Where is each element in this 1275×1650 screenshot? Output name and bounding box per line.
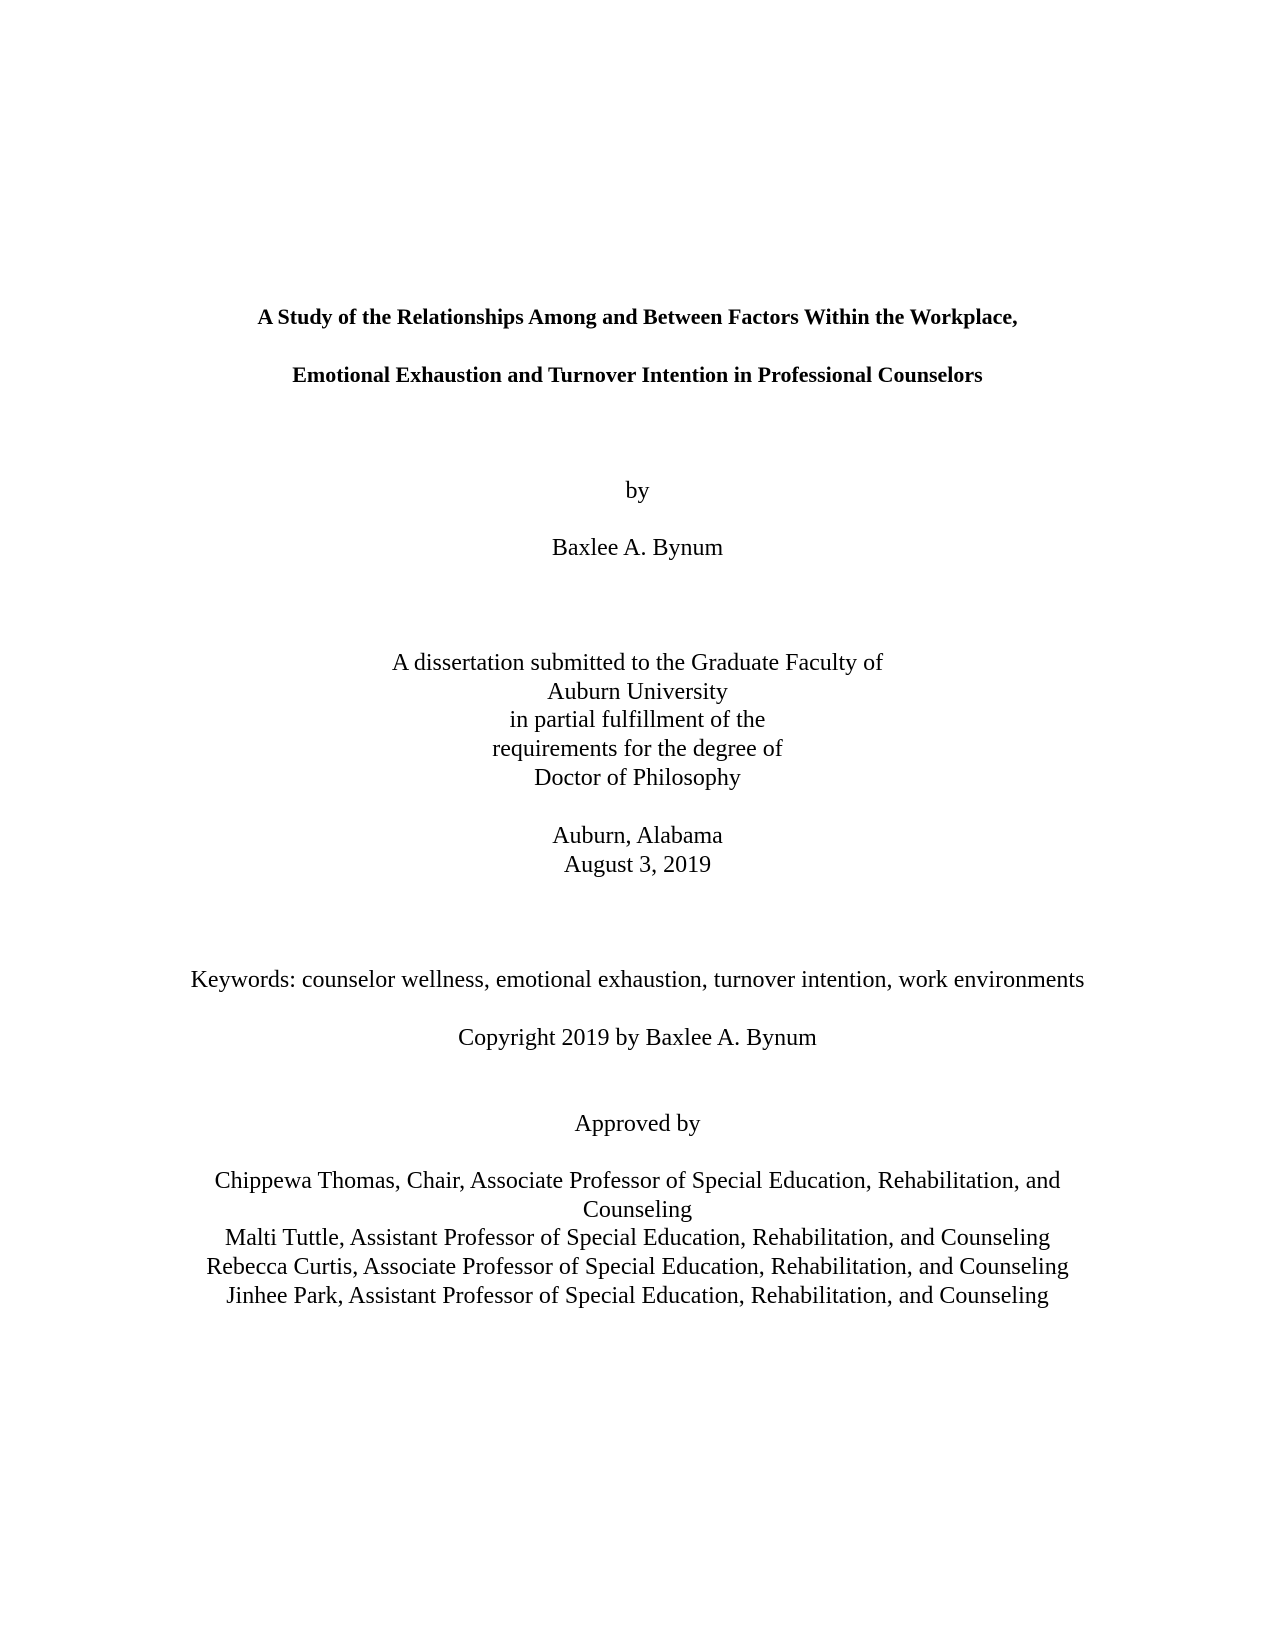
approval-heading: Approved by <box>574 1111 701 1137</box>
submission-line: Doctor of Philosophy <box>534 764 741 791</box>
committee-list <box>0 1167 1275 1311</box>
place-date <box>0 822 1275 879</box>
committee-member: Counseling <box>582 1196 693 1223</box>
date: August 3, 2019 <box>563 851 712 878</box>
submission-line: in partial fulfillment of the <box>509 707 766 734</box>
submission-statement <box>0 649 1275 793</box>
title-line-2: Emotional Exhaustion and Turnover Intention in Professional Counselors <box>292 362 983 387</box>
submission-line: A dissertation submitted to the Graduate Faculty of <box>391 650 884 676</box>
place: Auburn, Alabama <box>552 823 723 849</box>
author-name: Baxlee A. Bynum <box>551 535 724 561</box>
committee-member: Jinhee Park, Assistant Professor of Special Education, Rehabilitation, and Counseling <box>226 1282 1049 1309</box>
byline-by: by <box>625 478 650 504</box>
committee-member: Malti Tuttle, Assistant Professor of Special Education, Rehabilitation, and Counseling <box>224 1225 1051 1252</box>
copyright: Copyright 2019 by Baxlee A. Bynum <box>458 1025 817 1051</box>
committee-member: Chippewa Thomas, Chair, Associate Professor of Special Education, Rehabilitation, and <box>214 1168 1061 1194</box>
title-line-1: A Study of the Relationships Among and Between Factors Within the Workplace, <box>257 304 1018 329</box>
committee-member: Rebecca Curtis, Associate Professor of Special Education, Rehabilitation, and Counseling <box>206 1254 1069 1281</box>
keywords: Keywords: counselor wellness, emotional exhaustion, turnover intention, work environments <box>190 967 1085 993</box>
submission-line: Auburn University <box>547 678 728 705</box>
submission-line: requirements for the degree of <box>492 736 783 763</box>
